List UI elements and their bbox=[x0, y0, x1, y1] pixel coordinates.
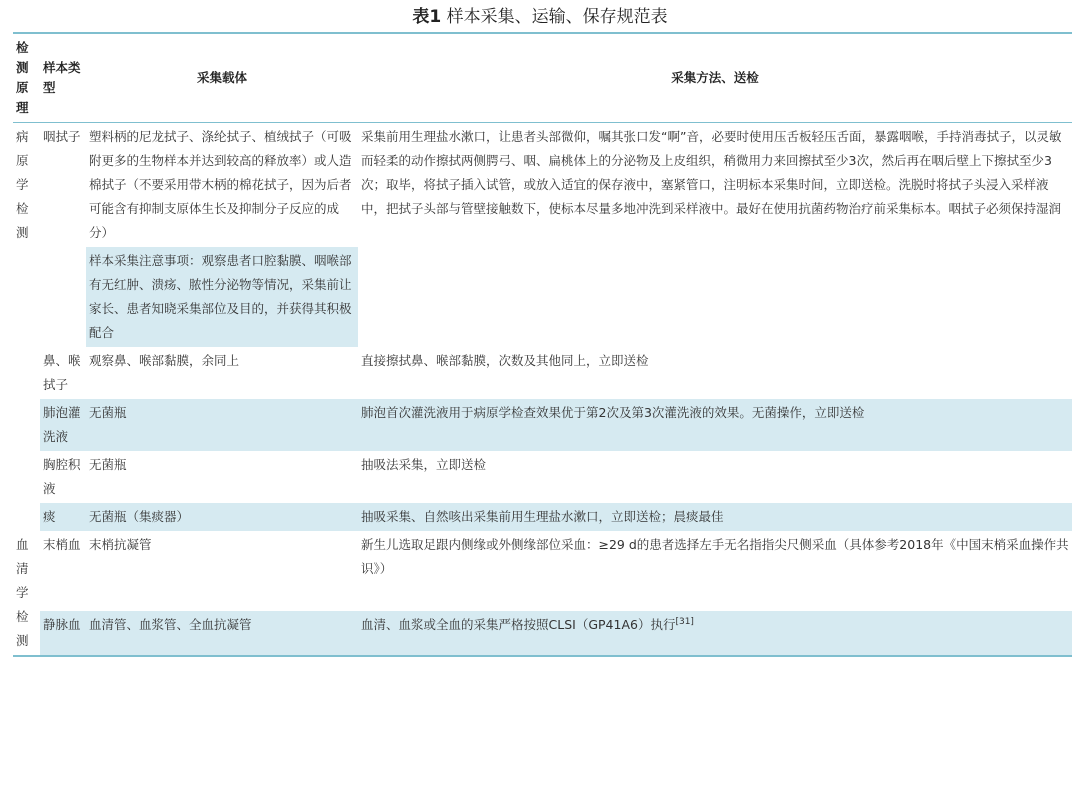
table-row bbox=[13, 347, 1072, 399]
table-row bbox=[13, 399, 1072, 451]
method bbox=[358, 611, 1072, 656]
carrier: 血清管、血浆管、全血抗凝管 bbox=[89, 617, 252, 633]
carrier: 无菌瓶（集痰器） bbox=[89, 509, 190, 524]
method: 新生儿选取足跟内侧缘或外侧缘部位采血：≥29 d的患者选择左手无名指指尖尺侧采血（具体参考2018年《中国末梢采血操作共识》） bbox=[361, 537, 1069, 576]
carrier: 无菌瓶 bbox=[89, 457, 127, 472]
sample-type: 末梢血 bbox=[43, 537, 81, 552]
method-text: 血清、血浆或全血的采集严格按照CLSI（GP41A6）执行 bbox=[361, 617, 676, 633]
sample-spec-table bbox=[13, 32, 1072, 657]
table-caption: 样本采集、运输、保存规范表 bbox=[441, 7, 668, 27]
table-number: 表1 bbox=[412, 7, 442, 27]
header-carrier: 采集载体 bbox=[86, 33, 358, 123]
method: 肺泡首次灌洗液用于病原学检查效果优于第2次及第3次灌洗液的效果。无菌操作，立即送检 bbox=[361, 405, 865, 420]
header-sample-type: 样本类型 bbox=[40, 33, 86, 123]
table-row bbox=[13, 503, 1072, 531]
sample-type: 鼻、喉拭子 bbox=[43, 353, 81, 392]
group-pathogen: 病原学检测 bbox=[16, 129, 29, 240]
header-principle: 检测原理 bbox=[13, 33, 40, 123]
sample-type: 静脉血 bbox=[43, 617, 81, 633]
carrier: 观察鼻、喉部黏膜，余同上 bbox=[89, 353, 240, 368]
carrier: 末梢抗凝管 bbox=[89, 537, 152, 552]
header-row bbox=[13, 33, 1072, 123]
method: 直接擦拭鼻、喉部黏膜，次数及其他同上，立即送检 bbox=[361, 353, 649, 368]
sample-type: 咽拭子 bbox=[43, 129, 81, 144]
table-row bbox=[13, 451, 1072, 503]
table-title bbox=[0, 4, 1080, 30]
carrier: 无菌瓶 bbox=[89, 405, 127, 420]
sample-type: 痰 bbox=[43, 509, 56, 524]
reference-mark: [31] bbox=[675, 617, 694, 628]
sample-type: 胸腔积液 bbox=[43, 457, 81, 496]
method: 抽吸采集、自然咳出采集前用生理盐水漱口，立即送检；晨痰最佳 bbox=[361, 509, 724, 524]
carrier-note: 样本采集注意事项：观察患者口腔黏膜、咽喉部有无红肿、溃疡、脓性分泌物等情况，采集前让家长、患者知晓采集部位及目的，并获得其积极配合 bbox=[86, 247, 358, 347]
header-method: 采集方法、送检 bbox=[358, 33, 1072, 123]
group-pathogen-cont bbox=[13, 347, 40, 531]
group-serum: 血清学检测 bbox=[16, 537, 29, 648]
method: 采集前用生理盐水漱口，让患者头部微仰，嘱其张口发“啊”音，必要时使用压舌板轻压舌面，暴露咽喉，手持消毒拭子，以灵敏而轻柔的动作擦拭两侧腭弓、咽、扁桃体上的分泌物及上皮组织，稍微用力来回擦拭至少3次，然后再在咽后壁上下擦拭至少3次；取毕，将拭子插入试管，或放入适宜的保存液中，塞紧管口，注明标本采集时间，立即送检。洗脱时将拭子头浸入采样液中，把拭子头部与管壁接触数下，使标本尽量多地冲洗到采样液中。最好在使用抗菌药物治疗前采集标本。咽拭子必须保持湿润 bbox=[361, 129, 1062, 216]
table-row bbox=[13, 611, 1072, 656]
table-row bbox=[13, 531, 1072, 611]
carrier: 塑料柄的尼龙拭子、涤纶拭子、植绒拭子（可吸附更多的生物样本并达到较高的释放率）或人造棉拭子（不要采用带木柄的棉花拭子，因为后者可能含有抑制支原体生长及抑制分子反应的成分） bbox=[89, 129, 352, 240]
sample-type: 肺泡灌洗液 bbox=[43, 405, 81, 444]
table-row bbox=[13, 123, 1072, 248]
method: 抽吸法采集，立即送检 bbox=[361, 457, 487, 472]
